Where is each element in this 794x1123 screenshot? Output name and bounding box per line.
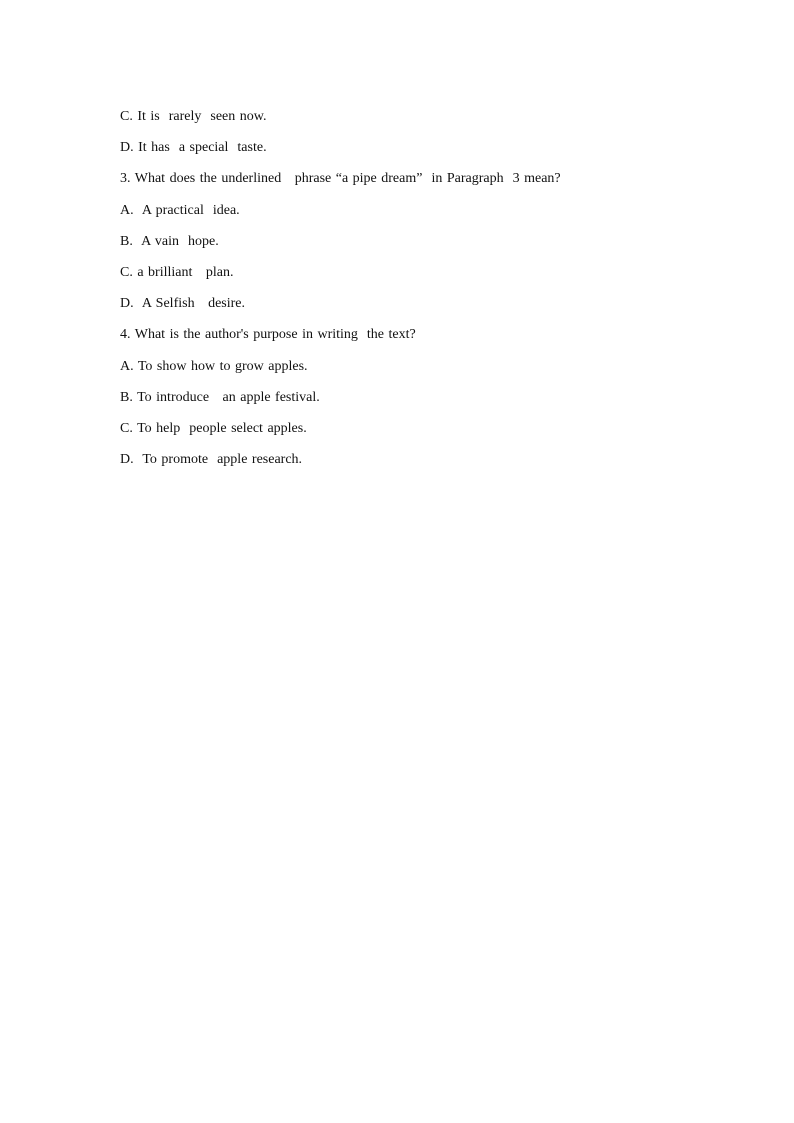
question-4-option-c: C. To help people select apples. xyxy=(120,420,307,436)
question-4-option-b: B. To introduce an apple festival. xyxy=(120,389,320,405)
question-3-option-b: B. A vain hope. xyxy=(120,233,219,249)
question-3-option-d: D. A Selfish desire. xyxy=(120,296,245,312)
question-2-option-c: C. It is rarely seen now. xyxy=(120,109,267,124)
question-3-option-c: C. a brilliant plan. xyxy=(120,264,234,280)
question-4-option-d: D. To promote apple research. xyxy=(120,452,303,468)
question-3-option-a: A. A practical idea. xyxy=(120,202,240,218)
question-content xyxy=(120,101,680,475)
question-4-option-a: A. To show how to grow apples. xyxy=(120,358,308,374)
question-4-stem: 4. What is the author's purpose in writing the text? xyxy=(120,327,416,343)
question-2-option-d: D. It has a special taste. xyxy=(120,140,267,156)
question-3-stem: 3. What does the underlined phrase “a pipe dream” in Paragraph 3 mean? xyxy=(120,171,561,187)
